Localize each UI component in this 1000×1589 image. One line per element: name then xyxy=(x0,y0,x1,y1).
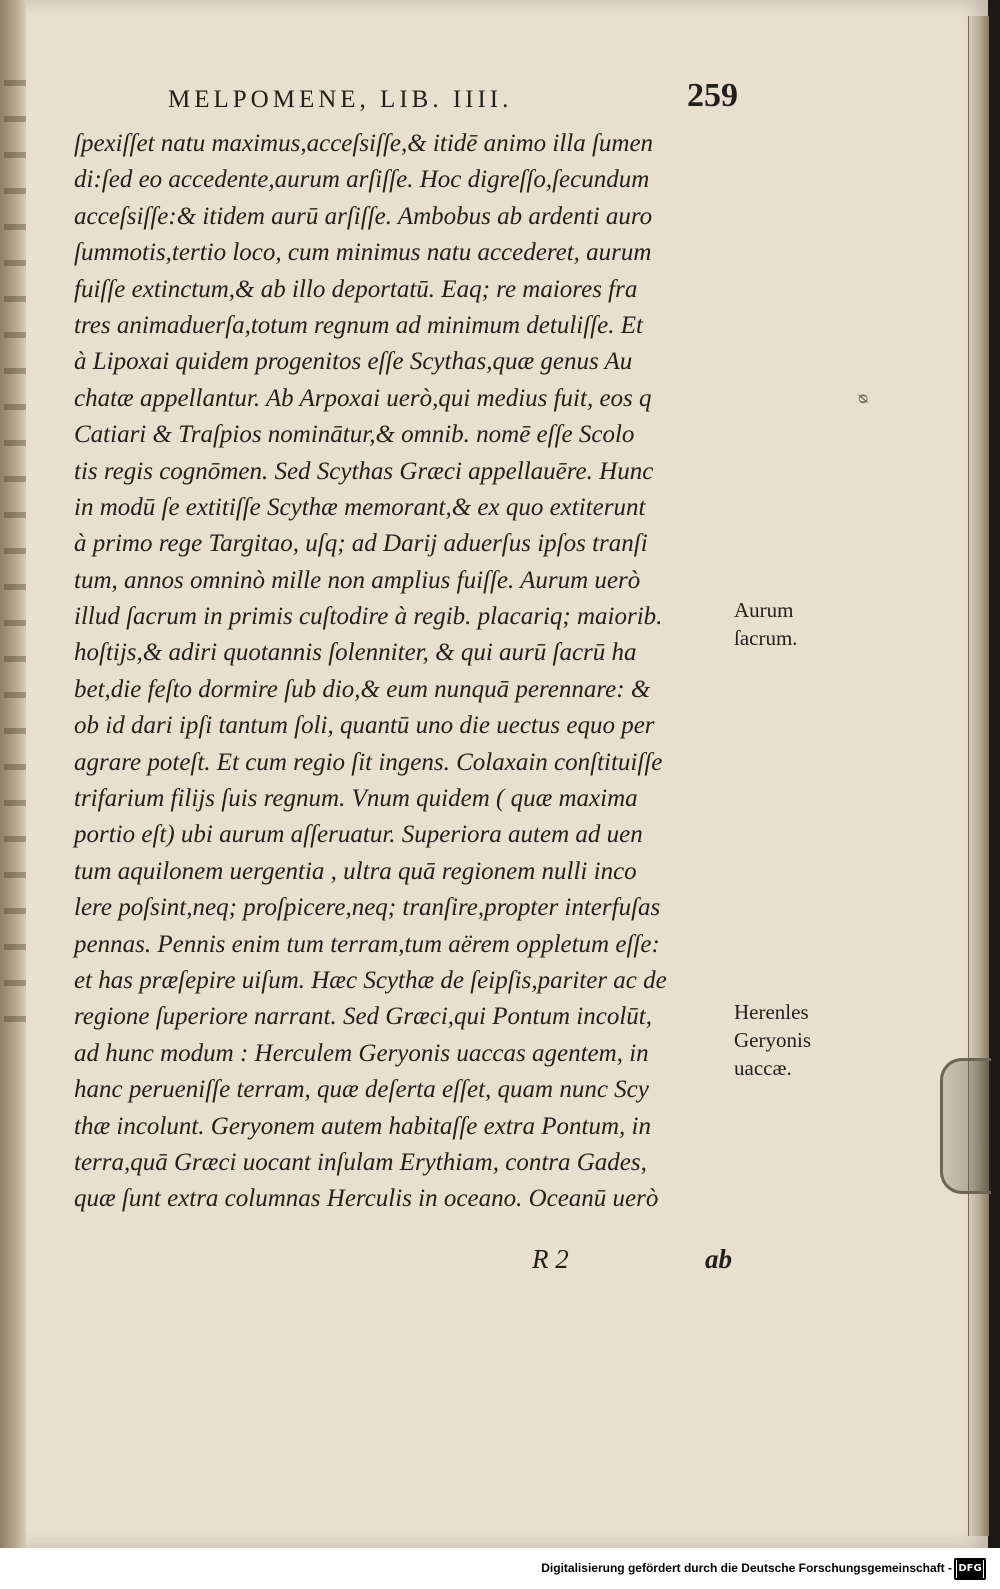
text-line: chatæ appellantur. Ab Arpoxai uerò,qui medius fuit, eos q xyxy=(74,384,652,412)
text-line: agrare poteſt. Et cum regio ſit ingens. Colaxain conſtituiſſe xyxy=(74,748,663,776)
digitization-footer xyxy=(0,1548,1000,1589)
text-line: lere poſsint,neq; proſpicere,neq; tranſire,propter interfuſas xyxy=(74,894,661,922)
text-line: trifarium filijs ſuis regnum. Vnum quidem ( quæ maxima xyxy=(74,785,638,813)
text-line: ob id dari ipſi tantum ſoli, quantū uno die uectus equo per xyxy=(74,712,655,740)
text-line: di:ſed eo accedente,aurum arſiſſe. Hoc digreſſo,ſecundum xyxy=(74,166,650,194)
text-line: terra,quā Græci uocant inſulam Erythiam, contra Gades, xyxy=(74,1148,647,1176)
text-line: Catiari & Traſpios nominātur,& omnib. nomē eſſe Scolo xyxy=(74,421,635,449)
text-line: tis regis cognōmen. Sed Scythas Græci appellauēre. Hunc xyxy=(74,457,654,485)
text-line: pennas. Pennis enim tum terram,tum aërem oppletum eſſe: xyxy=(74,930,660,958)
margin-note-line: Aurum xyxy=(734,598,794,622)
text-line: acceſsiſſe:& itidem aurū arſiſſe. Ambobus ab ardenti auro xyxy=(74,202,653,230)
text-line: thæ incolunt. Geryonem autem habitaſſe extra Pontum, in xyxy=(74,1112,651,1140)
page-header xyxy=(168,77,738,120)
margin-note-line: Geryonis xyxy=(734,1028,811,1052)
text-line: à Lipoxai quidem progenitos eſſe Scythas,quæ genus Au xyxy=(74,348,633,376)
running-title: MELPOMENE, LIB. IIII. xyxy=(168,86,513,113)
page-clip xyxy=(940,1058,991,1194)
ink-speck: ᴓ xyxy=(858,388,869,407)
text-line: tum aquilonem uergentia , ultra quā regionem nulli inco xyxy=(74,857,637,885)
text-line: à primo rege Targitao, uſq; ad Darij aduerſus ipſos tranſi xyxy=(74,530,648,558)
margin-note-line: ſacrum. xyxy=(734,626,798,650)
main-text-block xyxy=(74,126,734,1218)
text-line: tum, annos omninò mille non amplius fuiſſe. Aurum uerò xyxy=(74,566,641,594)
text-line: regione ſuperiore narrant. Sed Græci,qui Pontum incolūt, xyxy=(74,1003,652,1031)
signature-mark: R 2 xyxy=(532,1244,569,1274)
text-line: fuiſſe extinctum,& ab illo deportatū. Eaq; re maiores fra xyxy=(74,275,638,303)
margin-note-line: Herenles xyxy=(734,1000,809,1024)
signature-line xyxy=(532,1244,732,1284)
text-line: hoſtijs,& adiri quotannis ſolenniter, & qui aurū ſacrū ha xyxy=(74,639,637,667)
catchword: ab xyxy=(705,1244,732,1274)
text-line: hanc perueniſſe terram, quæ deſerta eſſet, quam nunc Scy xyxy=(74,1076,649,1104)
page-number: 259 xyxy=(687,77,738,114)
dfg-logo-text: DFG xyxy=(957,1560,982,1578)
text-line: tres animaduerſa,totum regnum ad minimum detuliſſe. Et xyxy=(74,311,643,339)
dfg-logo-icon xyxy=(954,1558,986,1580)
margin-note-hercules-geryonis xyxy=(734,998,811,1082)
facing-page-bleed xyxy=(4,80,26,1040)
text-line: quæ ſunt extra columnas Herculis in oceano. Oceanū uerò xyxy=(74,1185,659,1213)
text-line: et has præſepire uiſum. Hæc Scythæ de ſeipſis,pariter ac de xyxy=(74,966,667,994)
text-line: ſpexiſſet natu maximus,acceſsiſſe,& itidē animo illa ſumen xyxy=(74,130,654,157)
funding-credit: Digitalisierung gefördert durch die Deutsche Forschungsgemeinschaft - xyxy=(541,1561,952,1575)
text-line: in modū ſe extitiſſe Scythæ memorant,& ex quo extiterunt xyxy=(74,493,646,521)
text-line: ſummotis,tertio loco, cum minimus natu accederet, aurum xyxy=(74,239,652,267)
margin-note-line: uaccæ. xyxy=(734,1056,792,1080)
margin-note-aurum-sacrum xyxy=(734,596,798,652)
text-line: illud ſacrum in primis cuſtodire à regib. placariq; maiorib. xyxy=(74,603,663,631)
text-line: portio eſt) ubi aurum aſſeruatur. Superiora autem ad uen xyxy=(74,821,643,849)
text-line: bet,die feſto dormire ſub dio,& eum nunquā perennare: & xyxy=(74,675,651,703)
text-line: ad hunc modum : Herculem Geryonis uaccas agentem, in xyxy=(74,1039,649,1067)
right-page-edge xyxy=(968,16,989,1536)
